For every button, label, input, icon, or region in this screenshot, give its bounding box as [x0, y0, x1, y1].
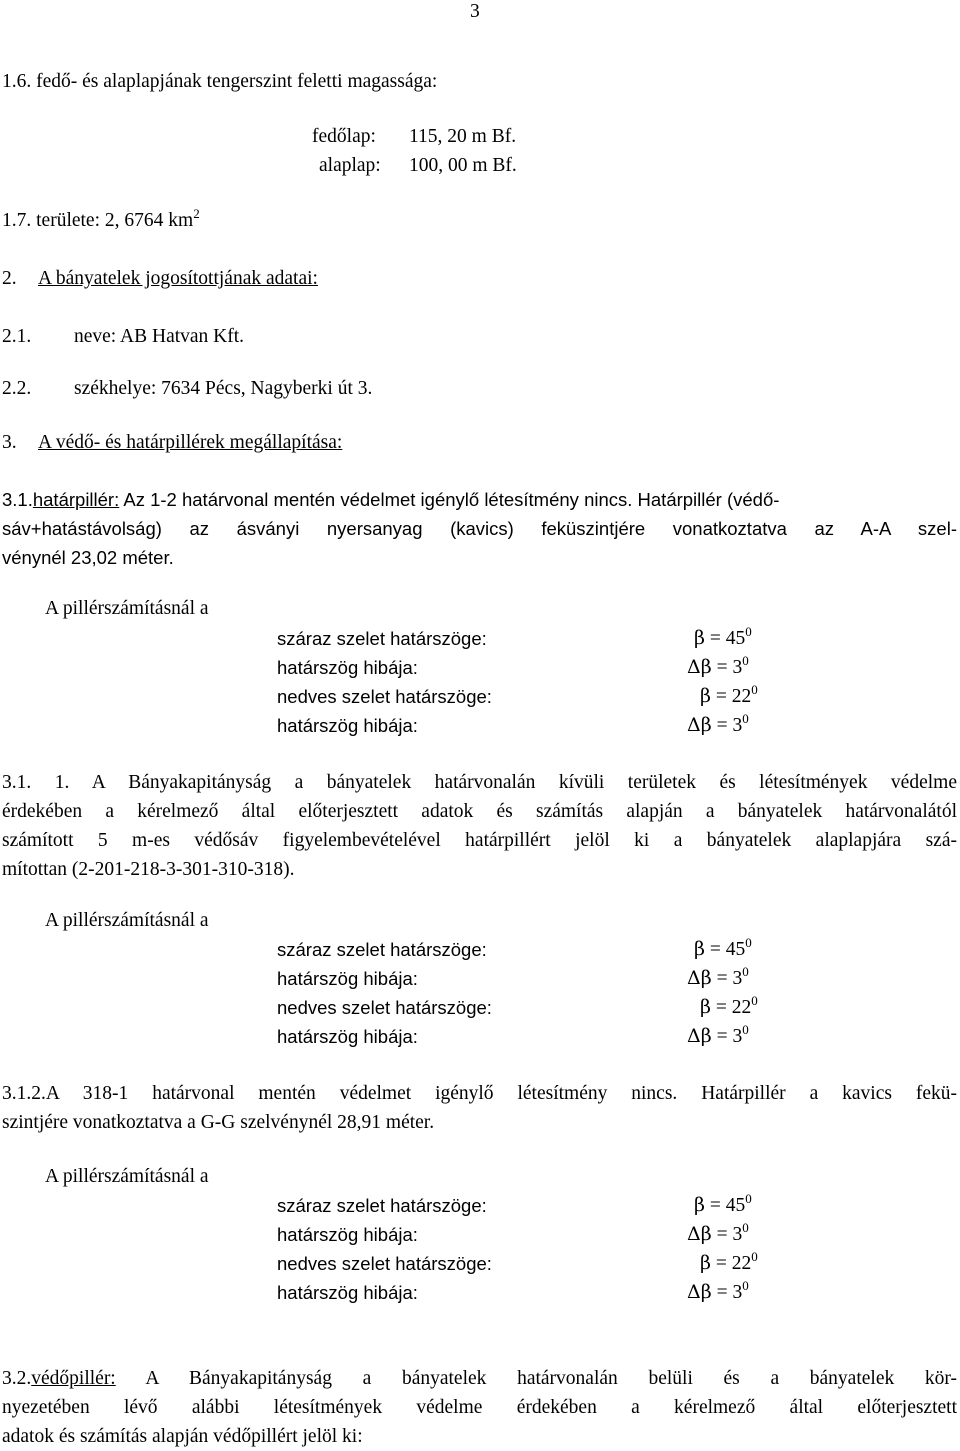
- degree-mark: 0: [742, 1277, 749, 1293]
- formula-dry: [692, 624, 758, 653]
- section-3-1-term: határpillér:: [32, 489, 120, 510]
- angle-error-label: határszög hibája:: [277, 968, 418, 989]
- formula-error: [687, 964, 758, 993]
- angle-error-label: határszög hibája:: [277, 1224, 418, 1245]
- equals-sign: =: [709, 628, 721, 649]
- equals-sign: =: [716, 1026, 728, 1047]
- calc-labels-2: [277, 935, 492, 1051]
- angle-error-label: határszög hibája:: [277, 1026, 418, 1047]
- calc-intro-2: A pillérszámításnál a: [45, 910, 209, 931]
- dry-angle-value: 45: [725, 939, 746, 960]
- calc-formulas-2: [687, 934, 758, 1051]
- dry-angle-value: 45: [725, 628, 746, 649]
- section-2-2-text: székhelye: 7634 Pécs, Nagyberki út 3.: [74, 378, 373, 399]
- error-value: 3: [732, 1282, 743, 1303]
- section-3-2-line-3: adatok és számítás alapján védőpillért jelöl ki:: [2, 1426, 363, 1447]
- dry-angle-label: száraz szelet határszöge:: [277, 628, 487, 649]
- section-3-2-number: 3.2.: [2, 1368, 32, 1389]
- section-3-1-1-line-1: A Bányakapitányság a bányatelek határvonalán kívüli területek és létesítmények védelme: [91, 772, 957, 793]
- equals-sign: =: [716, 1224, 728, 1245]
- section-2-title: A bányatelek jogosítottjának adatai:: [38, 268, 318, 289]
- degree-mark: 0: [751, 992, 758, 1008]
- alaplap-value: 100, 00 m Bf.: [409, 155, 517, 176]
- angle-error-label: határszög hibája:: [277, 1282, 418, 1303]
- degree-mark: 0: [745, 1190, 752, 1206]
- formula-error: [687, 653, 758, 682]
- delta-beta-symbol: Δβ: [687, 1281, 712, 1303]
- section-3-1-line-1: Az 1-2 határvonal mentén védelmet igénylő létesítmény nincs. Határpillér (védő-: [119, 489, 780, 510]
- equals-sign: =: [709, 1195, 721, 1216]
- formula-error: [687, 1220, 758, 1249]
- beta-symbol: β: [694, 1194, 705, 1216]
- formula-error: [687, 1278, 758, 1307]
- formula-dry: [692, 935, 758, 964]
- dry-angle-value: 45: [725, 1195, 746, 1216]
- degree-mark: 0: [745, 934, 752, 950]
- fedolap-value: 115, 20 m Bf.: [409, 126, 517, 147]
- calc-labels-1: [277, 624, 492, 740]
- error-value: 3: [732, 657, 743, 678]
- degree-mark: 0: [751, 681, 758, 697]
- beta-symbol: β: [700, 685, 711, 707]
- angle-error-label: határszög hibája:: [277, 657, 418, 678]
- section-3-1-1-line-4: mítottan (2-201-218-3-301-310-318).: [2, 859, 295, 880]
- calc-intro-3: A pillérszámításnál a: [45, 1166, 209, 1187]
- section-3-1-line-2: sáv+hatástávolság) az ásványi nyersanyag (kavics) feküszintjére vonatkoztatva az A-A szel-: [2, 518, 957, 539]
- formula-wet: [692, 682, 758, 711]
- delta-beta-symbol: Δβ: [687, 1223, 712, 1245]
- degree-mark: 0: [745, 623, 752, 639]
- section-3-2-line-2: nyezetében lévő alábbi létesítmények védelme érdekében a kérelmező által előterjesztett: [2, 1397, 957, 1418]
- dry-angle-label: száraz szelet határszöge:: [277, 1195, 487, 1216]
- section-3-2-paragraph: [2, 1364, 957, 1451]
- section-3-1-2-line-1: 3.1.2.A 318-1 határvonal mentén védelmet igénylő létesítmény nincs. Határpillér a kavics fekü-: [2, 1083, 957, 1104]
- equals-sign: =: [716, 657, 728, 678]
- error-value: 3: [732, 968, 743, 989]
- wet-angle-value: 22: [731, 1253, 752, 1274]
- formula-error: [687, 1022, 758, 1051]
- equals-sign: =: [709, 939, 721, 960]
- section-3-2-term: védőpillér:: [31, 1368, 116, 1389]
- beta-symbol: β: [694, 627, 705, 649]
- section-3-2-line-1: A Bányakapitányság a bányatelek határvonalán belüli és a bányatelek kör-: [115, 1368, 957, 1389]
- section-1-6-heading: 1.6. fedő- és alaplapjának tengerszint feletti magassága:: [2, 71, 438, 92]
- fedolap-label: fedőlap:: [312, 126, 376, 147]
- formula-error: [687, 711, 758, 740]
- wet-angle-label: nedves szelet határszöge:: [277, 997, 492, 1018]
- wet-angle-value: 22: [731, 686, 752, 707]
- section-3-1-1-line-3: számított 5 m-es védősáv figyelembevételével határpillért jelöl ki a bányatelek alaplapjára szá-: [2, 830, 957, 851]
- beta-symbol: β: [700, 1252, 711, 1274]
- section-2-1-number: 2.1.: [2, 326, 32, 347]
- equals-sign: =: [716, 968, 728, 989]
- section-3-1-paragraph: [2, 485, 957, 572]
- delta-beta-symbol: Δβ: [687, 656, 712, 678]
- wet-angle-label: nedves szelet határszöge:: [277, 1253, 492, 1274]
- wet-angle-value: 22: [731, 997, 752, 1018]
- degree-mark: 0: [742, 652, 749, 668]
- degree-mark: 0: [742, 1021, 749, 1037]
- error-value: 3: [732, 1026, 743, 1047]
- calc-formulas-3: [687, 1190, 758, 1307]
- calc-intro-1: A pillérszámításnál a: [45, 598, 209, 619]
- equals-sign: =: [716, 715, 728, 736]
- section-3-1-2-paragraph: [2, 1079, 957, 1137]
- equals-sign: =: [715, 686, 727, 707]
- formula-wet: [692, 1249, 758, 1278]
- beta-symbol: β: [700, 996, 711, 1018]
- angle-error-label: határszög hibája:: [277, 715, 418, 736]
- wet-angle-label: nedves szelet határszöge:: [277, 686, 492, 707]
- section-2-2-number: 2.2.: [2, 378, 32, 399]
- section-3-1-1-line-2: érdekében a kérelmező által előterjesztett adatok és számítás alapján a bányatelek határvonalától: [2, 801, 957, 822]
- degree-mark: 0: [742, 1219, 749, 1235]
- degree-mark: 0: [751, 1248, 758, 1264]
- equals-sign: =: [716, 1282, 728, 1303]
- equals-sign: =: [715, 1253, 727, 1274]
- area-exponent: 2: [193, 205, 200, 221]
- calc-labels-3: [277, 1191, 492, 1307]
- section-3-1-number: 3.1.: [2, 489, 33, 510]
- section-3-title: A védő- és határpillérek megállapítása:: [38, 432, 343, 453]
- dry-angle-label: száraz szelet határszöge:: [277, 939, 487, 960]
- section-2-number: 2.: [2, 268, 17, 289]
- section-3-number: 3.: [2, 432, 17, 453]
- calc-formulas-1: [687, 623, 758, 740]
- equals-sign: =: [715, 997, 727, 1018]
- formula-wet: [692, 993, 758, 1022]
- delta-beta-symbol: Δβ: [687, 714, 712, 736]
- section-3-1-2-line-2: szintjére vonatkoztatva a G-G szelvénynél 28,91 méter.: [2, 1112, 435, 1133]
- degree-mark: 0: [742, 710, 749, 726]
- delta-beta-symbol: Δβ: [687, 967, 712, 989]
- error-value: 3: [732, 1224, 743, 1245]
- section-3-1-1-paragraph: [2, 768, 957, 884]
- formula-dry: [692, 1191, 758, 1220]
- section-2-1-text: neve: AB Hatvan Kft.: [74, 326, 245, 347]
- section-3-1-line-3: vénynél 23,02 méter.: [2, 547, 174, 568]
- delta-beta-symbol: Δβ: [687, 1025, 712, 1047]
- degree-mark: 0: [742, 963, 749, 979]
- section-1-7: [2, 206, 200, 235]
- section-3-1-1-number: 3.1. 1.: [2, 772, 70, 793]
- beta-symbol: β: [694, 938, 705, 960]
- alaplap-label: alaplap:: [319, 155, 381, 176]
- error-value: 3: [732, 715, 743, 736]
- page-number: 3: [470, 1, 480, 22]
- area-text: 1.7. területe: 2, 6764 km: [2, 210, 194, 231]
